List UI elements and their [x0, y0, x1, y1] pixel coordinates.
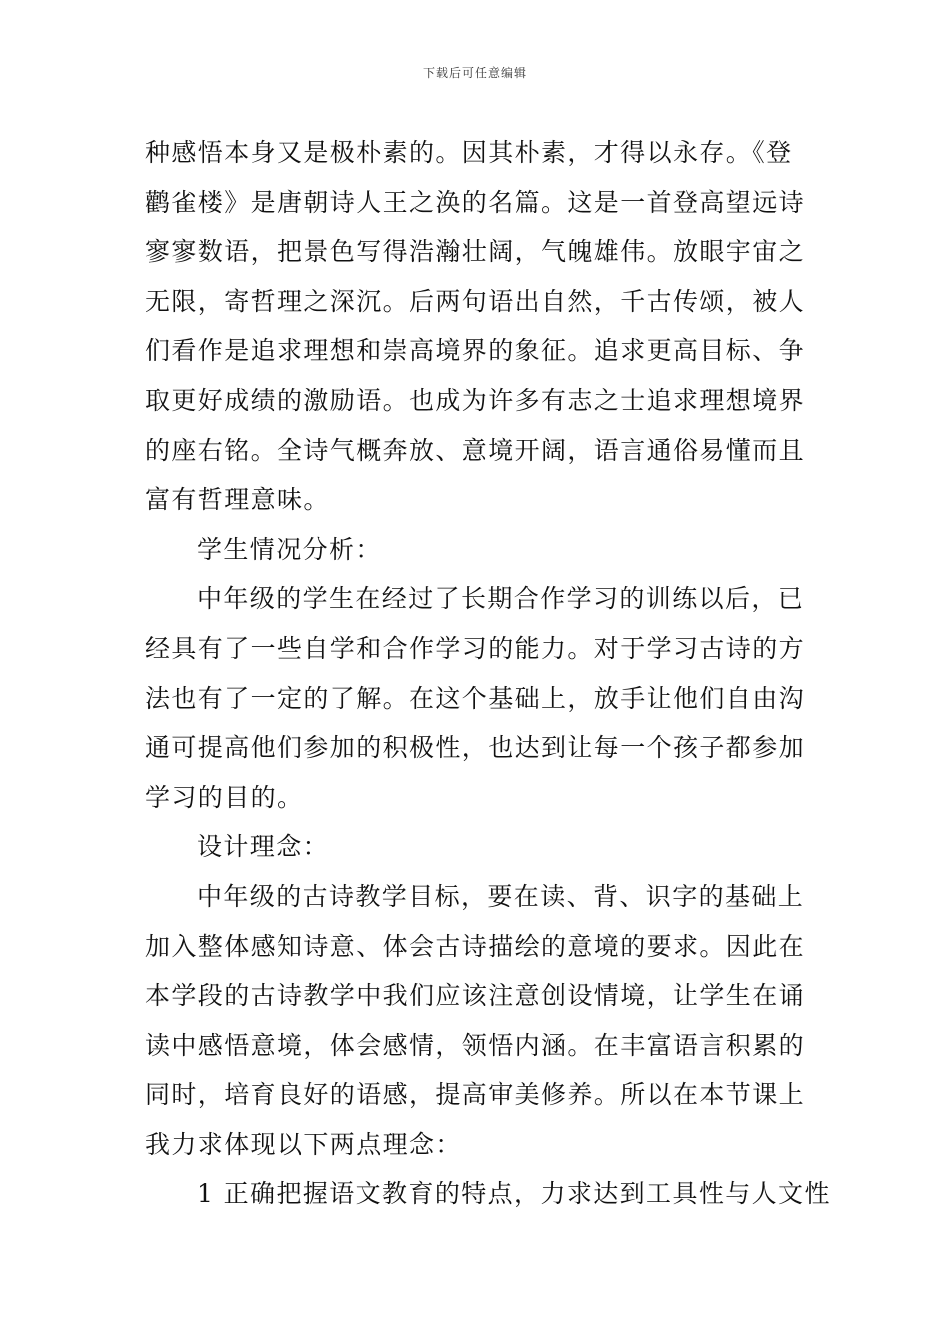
text-line: 读中感悟意境，体会感情，领悟内涵。在丰富语言积累的 — [145, 1030, 806, 1060]
page-header: 下载后可任意编辑 — [422, 66, 527, 80]
text-line: 本学段的古诗教学中我们应该注意创设情境，让学生在诵 — [145, 981, 806, 1011]
section-heading-student-analysis: 学生情况分析： — [197, 534, 382, 564]
text-line: 种感悟本身又是极朴素的。因其朴素，才得以永存。《登 — [145, 138, 793, 167]
text-line: 中年级的古诗教学目标，要在读、背、识字的基础上 — [197, 881, 805, 911]
section-heading-design-concept: 设计理念： — [197, 832, 330, 862]
text-line: 无限，寄哲理之深沉。后两句语出自然，千古传颂，被人 — [145, 286, 806, 316]
text-line: 中年级的学生在经过了长期合作学习的训练以后，已 — [197, 584, 805, 614]
text-line: 加入整体感知诗意、体会古诗描绘的意境的要求。因此在 — [145, 931, 806, 961]
text-line: 1 正确把握语文教育的特点，力求达到工具性与人文性 — [197, 1179, 831, 1209]
text-line: 法也有了一定的了解。在这个基础上，放手让他们自由沟 — [145, 683, 806, 713]
text-line: 们看作是追求理想和崇高境界的象征。追求更高目标、争 — [145, 336, 806, 366]
text-line: 鹳雀楼》是唐朝诗人王之涣的名篇。这是一首登高望远诗 — [145, 187, 806, 217]
text-line: 经具有了一些自学和合作学习的能力。对于学习古诗的方 — [145, 633, 806, 663]
text-line: 同时，培育良好的语感，提高审美修养。所以在本节课上 — [145, 1080, 806, 1110]
text-line: 学习的目的。 — [145, 782, 304, 812]
text-line: 我力求体现以下两点理念： — [145, 1129, 462, 1159]
text-line: 的座右铭。全诗气概奔放、意境开阔，语言通俗易懂而且 — [145, 435, 806, 465]
text-line: 取更好成绩的激励语。也成为许多有志之士追求理想境界 — [145, 385, 806, 415]
document-body — [145, 128, 831, 1219]
text-line: 寥寥数语，把景色写得浩瀚壮阔，气魄雄伟。放眼宇宙之 — [145, 237, 806, 267]
text-line: 通可提高他们参加的积极性，也达到让每一个孩子都参加 — [145, 733, 806, 763]
text-line: 富有哲理意味。 — [145, 485, 330, 515]
